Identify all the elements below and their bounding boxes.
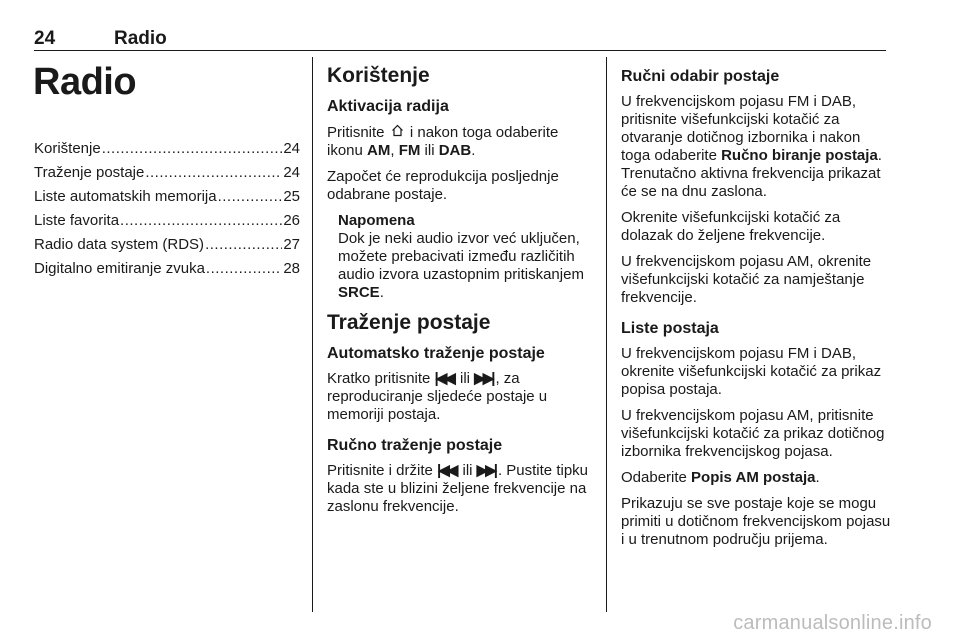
toc-leader — [120, 209, 282, 233]
paragraph — [621, 469, 891, 487]
home-icon — [391, 123, 404, 141]
text: . — [471, 142, 476, 159]
text: . Trenutačno aktivna frekvencija prikazat će se na dnu zaslona. — [621, 147, 882, 200]
toc-entry[interactable] — [34, 161, 300, 185]
paragraph: U frekvencijskom pojasu FM i DAB, okrenite višefunkcijski kotačić za prikaz popisa postaja. — [621, 345, 882, 398]
text: . Pustite tipku kada ste u blizini željene frekvencije na zaslonu frekvencije. — [327, 462, 588, 515]
watermark: carmanualsonline.info — [733, 612, 932, 634]
paragraph: U frekvencijskom pojasu AM, okrenite višefunkcijski kotačić za namještanje frekvencije. — [621, 253, 872, 306]
paragraph: U frekvencijskom pojasu AM, pritisnite višefunkcijski kotačić za prikaz dotičnog izbornika frekvencijskog pojasa. — [621, 407, 885, 460]
paragraph — [327, 123, 592, 160]
paragraph: Okrenite višefunkcijski kotačić za dolazak do željene frekvencije. — [621, 209, 841, 244]
toc-leader — [218, 185, 283, 209]
header-section-title: Radio — [114, 28, 167, 49]
toc-entry-label: Traženje postaje — [34, 164, 145, 181]
text: ili — [462, 462, 473, 479]
text: Kratko pritisnite — [327, 370, 431, 387]
menu-item-label: Ručno biranje postaja — [721, 147, 878, 164]
toc-entry-label: Liste favorita — [34, 212, 120, 229]
toc-entry[interactable] — [34, 233, 300, 257]
fm-label: FM — [398, 142, 421, 159]
toc-entry-label: Korištenje — [34, 140, 101, 157]
column-divider — [312, 57, 313, 612]
dab-label: DAB — [438, 142, 472, 159]
column-divider — [606, 57, 607, 612]
note-title: Napomena — [338, 212, 415, 229]
toc-entry-page: 24 — [283, 164, 300, 181]
toc-entry[interactable] — [34, 185, 300, 209]
chapter-title: Radio — [33, 61, 137, 103]
menu-item-label: Popis AM postaja — [691, 469, 816, 486]
paragraph: Prikazuju se sve postaje koje se mogu primiti u dotičnom frekvencijskom pojasu i u trenutnom području prijema. — [621, 495, 891, 548]
toc-entry-page: 26 — [283, 212, 300, 229]
note-text: Dok je neki audio izvor već uključen, možete prebacivati između različitih audio izvora uzastopnim pritiskanjem — [338, 230, 584, 283]
middle-column — [327, 57, 592, 524]
note-box — [338, 212, 592, 302]
toc-leader — [205, 233, 282, 257]
subheading-station-lists: Liste postaja — [621, 320, 719, 337]
toc-entry-page: 28 — [283, 260, 300, 277]
toc-column — [34, 57, 300, 281]
page-header — [34, 28, 886, 50]
subheading-auto-search: Automatsko traženje postaje — [327, 345, 545, 362]
text: ili — [460, 370, 470, 387]
text: Pritisnite i držite — [327, 462, 433, 479]
toc-entry[interactable] — [34, 137, 300, 161]
seek-forward-icon: ▶▶| — [474, 370, 493, 387]
seek-back-icon: |◀◀ — [434, 370, 453, 387]
toc-leader — [206, 257, 282, 281]
subheading-manual-search: Ručno traženje postaje — [327, 437, 503, 454]
text: i nakon toga odaberite ikonu — [327, 124, 559, 159]
toc-entry[interactable] — [34, 209, 300, 233]
srce-label: SRCE — [338, 284, 380, 301]
paragraph — [621, 93, 891, 201]
toc-entry-page: 24 — [283, 140, 300, 157]
text: U frekvencijskom pojasu FM i DAB, pritisnite višefunkcijski kotačić za otvaranje dotičnog izbornika i nakon toga odaberite — [621, 93, 861, 164]
toc-leader — [145, 161, 282, 185]
text: ili — [424, 142, 435, 159]
text: , — [390, 142, 395, 159]
paragraph — [327, 370, 592, 424]
seek-forward-icon: ▶▶| — [476, 462, 495, 479]
section-heading-usage: Korištenje — [327, 64, 430, 87]
text: Pritisnite — [327, 124, 385, 141]
toc-entry-label: Digitalno emitiranje zvuka — [34, 260, 205, 277]
toc-entry[interactable] — [34, 257, 300, 281]
paragraph — [327, 462, 592, 516]
toc-entry-label: Radio data system (RDS) — [34, 236, 205, 253]
am-label: AM — [367, 142, 391, 159]
section-heading-search: Traženje postaje — [327, 311, 491, 334]
text: . — [379, 284, 384, 301]
seek-back-icon: |◀◀ — [437, 462, 456, 479]
toc-entry-page: 27 — [283, 236, 300, 253]
subheading-manual-select: Ručni odabir postaje — [621, 68, 780, 85]
text: . — [815, 469, 820, 486]
subheading-activate-radio: Aktivacija radija — [327, 98, 449, 115]
toc-leader — [102, 137, 283, 161]
paragraph: Započet će reprodukcija posljednje odabrane postaje. — [327, 168, 559, 203]
table-of-contents — [34, 137, 300, 281]
header-divider — [34, 50, 886, 51]
text: Odaberite — [621, 469, 687, 486]
text: , za reproduciranje sljedeće postaje u memoriji postaja. — [327, 370, 548, 423]
toc-entry-page: 25 — [283, 188, 300, 205]
right-column — [621, 57, 891, 557]
toc-entry-label: Liste automatskih memorija — [34, 188, 217, 205]
page-number: 24 — [34, 28, 56, 49]
